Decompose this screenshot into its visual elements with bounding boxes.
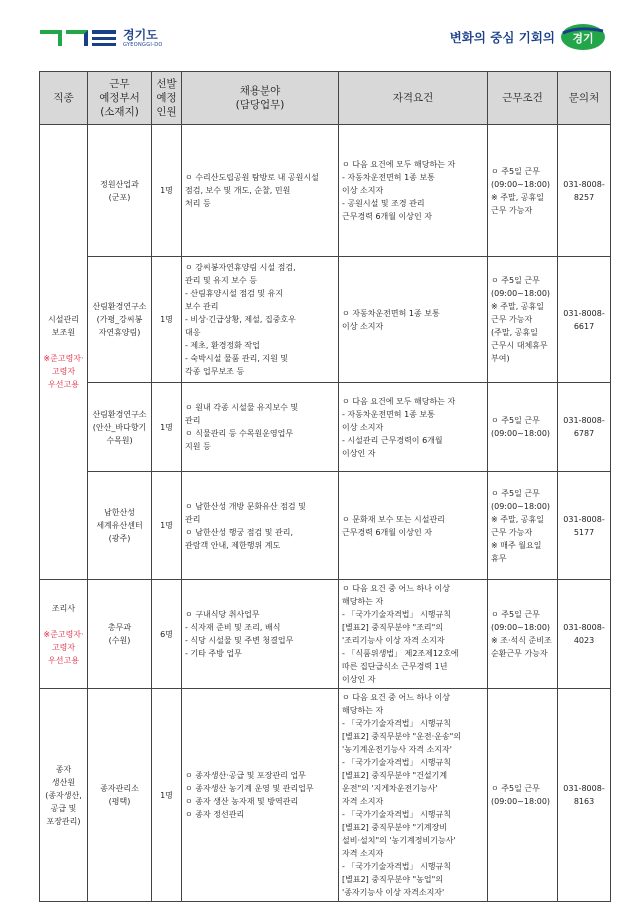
col-header-duty: 채용분야 (담당업무) <box>182 72 339 125</box>
job-title: 시설관리 보조원 <box>48 315 79 337</box>
col-header-qual: 자격요건 <box>339 72 488 125</box>
priority-note: ※준고령자· 고령자 우선고용 <box>43 354 84 389</box>
contact-cell: 031-8008- 6617 <box>558 257 611 383</box>
qual-cell: ㅇ 다음 요건에 모두 해당하는 자 - 자동차운전면허 1종 보통 이상 소지자 - 공원시설 및 조경 관리 근무경력 6개월 이상인 자 <box>339 125 488 257</box>
count-cell: 1명 <box>152 257 182 383</box>
count-cell: 1명 <box>152 383 182 472</box>
job-table <box>39 71 611 902</box>
badge-circle-icon <box>559 22 607 52</box>
table-row <box>40 472 611 580</box>
contact-cell: 031-8008- 8257 <box>558 125 611 257</box>
job-cell <box>40 125 88 580</box>
cond-cell: ㅇ 주5일 근무 (09:00~18:00) ※ 조·석식 준비조 순환근무 가능자 <box>488 580 558 689</box>
table-row <box>40 383 611 472</box>
dept-cell: 산림환경연구소 (가평_강씨봉 자연휴양림) <box>88 257 152 383</box>
cond-cell: ㅇ 주5일 근무 (09:00~18:00) ※ 주말, 공휴일 근무 가능자 <box>488 125 558 257</box>
dept-cell: 산림환경연구소 (안산_바다향기 수목원) <box>88 383 152 472</box>
job-cell <box>40 689 88 902</box>
table-row <box>40 257 611 383</box>
page-header <box>0 0 641 68</box>
cond-cell: ㅇ 주5일 근무 (09:00~18:00) <box>488 383 558 472</box>
gyeonggi-logo <box>40 28 163 48</box>
table-row <box>40 125 611 257</box>
count-cell: 1명 <box>152 472 182 580</box>
col-header-contact: 문의처 <box>558 72 611 125</box>
logo-subtitle: GYEONGGI-DO <box>123 41 163 48</box>
cond-cell: ㅇ 주5일 근무 (09:00~18:00) ※ 주말, 공휴일 근무 가능자 (주말, 공휴일 근무시 대체휴무 부여) <box>488 257 558 383</box>
logo-title: 경기도 <box>123 27 158 42</box>
dept-cell: 정원산업과 (군포) <box>88 125 152 257</box>
dept-cell: 남한산성 세계유산센터 (광주) <box>88 472 152 580</box>
qual-cell: ㅇ 문화재 보수 또는 시설관리 근무경력 6개월 이상인 자 <box>339 472 488 580</box>
count-cell: 1명 <box>152 689 182 902</box>
table-header-row <box>40 72 611 125</box>
qual-cell: ㅇ 다음 요건 중 어느 하나 이상 해당하는 자 - 「국가기술자격법」 시행규칙 [별표2] 중직무분야 "운전·운송"의 '농기계운전기능사 자격 소지자' - 「국가기술자격법」 시행규칙 [별표2] 중직무분야 "건설기계 운전"의 '지게차운전기능사' 자격 소지자 - 「국가기술자격법」 시행규칙 [별표2] 중직무분야 "기계장비 설비·설치"의 '농기계정비기능사' 자격 소지자 - 「국가기술자격법」 시행규칙 [별표2] 중직무분야 "농업"의 '종자기능사 이상 자격소지자' <box>339 689 488 902</box>
badge-label: 경기 <box>572 32 594 45</box>
cond-cell: ㅇ 주5일 근무 (09:00~18:00) <box>488 689 558 902</box>
duty-cell: ㅇ 구내식당 취사업무 - 식자재 준비 및 조리, 배식 - 식당 시설물 및 주변 청결업무 - 기타 주방 업무 <box>182 580 339 689</box>
dept-cell: 종자관리소 (평택) <box>88 689 152 902</box>
dept-cell: 총무과 (수원) <box>88 580 152 689</box>
contact-cell: 031-8008- 8163 <box>558 689 611 902</box>
col-header-count: 선발 예정 인원 <box>152 72 182 125</box>
qual-cell: ㅇ 자동차운전면허 1종 보통 이상 소지자 <box>339 257 488 383</box>
slogan-text: 변화의 중심 기회의 <box>449 30 555 45</box>
gyeonggi-badge <box>559 22 607 52</box>
contact-cell: 031-8008- 5177 <box>558 472 611 580</box>
gyeonggi-logo-icon <box>40 28 118 48</box>
job-title: 조리사 <box>51 603 76 613</box>
duty-cell: ㅇ 강씨봉자연휴양림 시설 점검, 관리 및 유지 보수 등 - 산림휴양시설 점검 및 유지 보수 관리 - 비상·긴급상황, 제설, 집중호우 대응 - 제초, 환경정화 작업 - 숙박시설 물품 관리, 지원 및 각종 업무보조 등 <box>182 257 339 383</box>
qual-cell: ㅇ 다음 요건에 모두 해당하는 자 - 자동차운전면허 1종 보통 이상 소지자 - 시설관리 근무경력이 6개월 이상인 자 <box>339 383 488 472</box>
count-cell: 6명 <box>152 580 182 689</box>
cond-cell: ㅇ 주5일 근무 (09:00~18:00) ※ 주말, 공휴일 근무 가능자 ※ 매주 월요일 휴무 <box>488 472 558 580</box>
duty-cell: ㅇ 남한산성 개방 문화유산 점검 및 관리 ㅇ 남한산성 행궁 점검 및 관리, 관람객 안내, 제한행위 계도 <box>182 472 339 580</box>
table-row <box>40 580 611 689</box>
slogan <box>450 22 607 52</box>
priority-note: ※준고령자· 고령자 우선고용 <box>43 629 84 665</box>
count-cell: 1명 <box>152 125 182 257</box>
duty-cell: ㅇ 종자생산·공급 및 포장관리 업무 ㅇ 종자생산 농기계 운영 및 관리업무 ㅇ 종자 생산 농자재 및 방역관리 ㅇ 종자 정선관리 <box>182 689 339 902</box>
job-cell <box>40 580 88 689</box>
qual-cell: ㅇ 다음 요건 중 어느 하나 이상 해당하는 자 - 「국가기술자격법」 시행규칙 [별표2] 중직무분야 "조리"의 '조리기능사 이상 자격 소지자 - 「식품위생법」 제2조제12호에 따른 집단급식소 근무경력 1년 이상인 자 <box>339 580 488 689</box>
duty-cell: ㅇ 수리산도립공원 탐방로 내 공원시설 점검, 보수 및 개도, 순찰, 민원 처리 등 <box>182 125 339 257</box>
contact-cell: 031-8008- 4023 <box>558 580 611 689</box>
duty-cell: ㅇ 원내 각종 시설물 유지보수 및 관리 ㅇ 식물관리 등 수목원운영업무 지원 등 <box>182 383 339 472</box>
col-header-dept: 근무 예정부서 (소재지) <box>88 72 152 125</box>
contact-cell: 031-8008- 6787 <box>558 383 611 472</box>
col-header-cond: 근무조건 <box>488 72 558 125</box>
col-header-job: 직종 <box>40 72 88 125</box>
job-title: 종자 생산원 (종자생산, 공급 및 포장관리) <box>45 764 82 826</box>
table-row <box>40 689 611 902</box>
